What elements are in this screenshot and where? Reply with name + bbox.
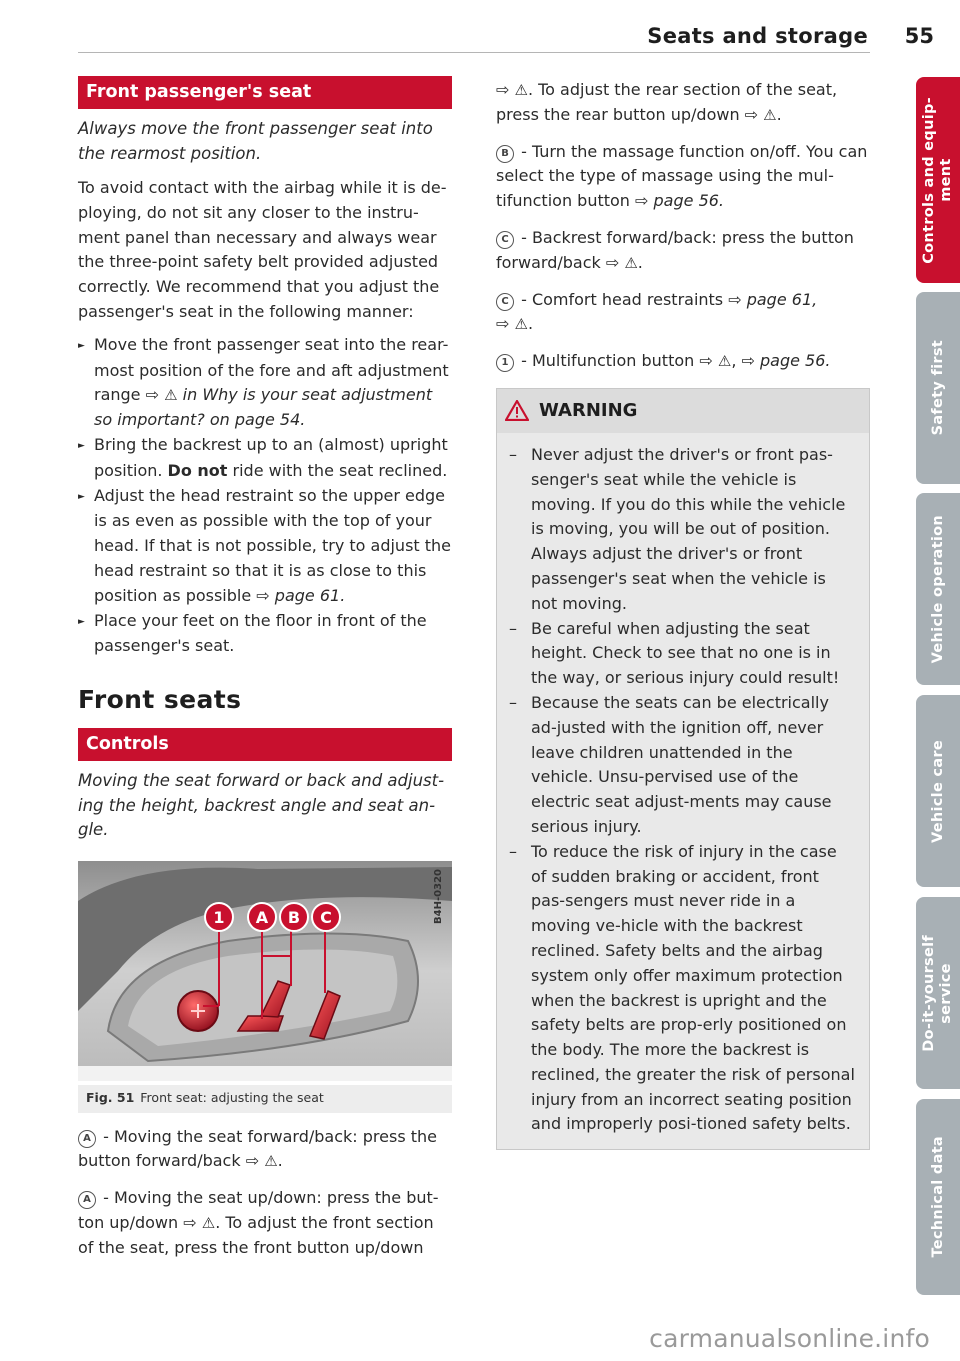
warning-header [497, 389, 869, 433]
figure-seat-controls [78, 861, 452, 1081]
label-a-icon: A [78, 1191, 96, 1209]
intro-controls: Moving the seat forward or back and adjust-ing the height, backrest angle and seat an-gle. [78, 771, 445, 840]
warning-triangle-icon [505, 400, 529, 421]
seat-controls-illustration [78, 861, 452, 1081]
warning-item: – Because the seats can be electrically ad-justed with the ignition off, never leave children unattended in the vehicle. Unsu-pervised use of the electric seat adjust-ments may cause serious injury. [509, 691, 857, 840]
tab-technical-data[interactable]: Technical data [916, 1099, 960, 1295]
warning-box [496, 388, 870, 1150]
left-column [78, 76, 452, 1261]
section-title-front-seats: Front seats [78, 685, 242, 715]
warning-item: – Be careful when adjusting the seat height. Check to see that no one is in the way, or serious injury could result! [509, 617, 857, 691]
callout-1 [205, 903, 233, 931]
tab-vehicle-care[interactable]: Vehicle care [916, 695, 960, 887]
label-a-icon: A [78, 1130, 96, 1148]
item-a-forward-back: A - Moving the seat forward/back: press the button forward/back ⇨ ⚠. [78, 1126, 437, 1171]
callout-b [280, 903, 308, 931]
warning-triangle-icon: ⚠ [717, 352, 732, 371]
svg-text:C: C [320, 907, 332, 927]
item-b-massage: B - Turn the massage function on/off. You can select the type of massage using the mul-tifunction button ⇨ page 56. [496, 141, 868, 211]
item-c-backrest: C - Backrest forward/back: press the button forward/back ⇨ ⚠. [496, 227, 854, 272]
section-heading-passenger: Front passenger's seat [78, 76, 452, 109]
warning-item: – To reduce the risk of injury in the case of sudden braking or accident, front pas-sengers must never ride in a moving ve-hicle with the backrest reclined. Safety belts and the airbag system only offer maximum protection when the backrest is upright and the safety belts are prop-erly positioned on the body. The more the backrest is reclined, the greater the risk of personal injury from an incorrect seating position and improperly posi-tioned safety belts. [509, 840, 857, 1138]
callout-a [248, 903, 276, 931]
warning-triangle-icon: ⚠ [514, 81, 528, 99]
tab-safety[interactable]: Safety first [916, 292, 960, 484]
bullet-rearmost: ► Move the front passenger seat into the rear-most position of the fore and aft adjustment range ⇨ ⚠ in Why is your seat adjustment so important? on page 54. [78, 333, 452, 433]
figure-code: B4H-0320 [433, 868, 444, 924]
bullet-backrest: ► Bring the backrest up to an (almost) upright position. Do not ride with the seat reclined. [78, 433, 452, 484]
para-airbag: To avoid contact with the airbag while it is de-ploying, do not sit any closer to the instru-ment panel than necessary and always wear the three-point safety belt provided adjusted correctly. We recommend that you adjust the passenger's seat in the following manner: [78, 178, 447, 321]
tab-controls[interactable]: Controls and equip- ment [916, 77, 960, 283]
section-heading-controls: Controls [78, 728, 452, 761]
bullet-feet: ► Place your feet on the floor in front of the passenger's seat. [78, 609, 452, 660]
running-head: Seats and storage [647, 24, 868, 48]
item-a-continued: ⇨ ⚠. To adjust the rear section of the seat, press the rear button up/down ⇨ ⚠. [496, 80, 838, 124]
warning-item: – Never adjust the driver's or front pas-senger's seat while the vehicle is moving. If you do this while the vehicle is moving, you will be out of position. Always adjust the driver's or front passenger's seat when the vehicle is not moving. [509, 443, 857, 617]
item-a-up-down: A - Moving the seat up/down: press the but-ton up/down ⇨ ⚠. To adjust the front section of the seat, press the front button up/down [78, 1188, 439, 1257]
page-number: 55 [904, 24, 934, 48]
header-rule [78, 52, 870, 53]
item-1-multifunction: 1 - Multifunction button ⇨ ⚠, ⇨ page 56. [496, 349, 870, 374]
warning-title: WARNING [539, 400, 638, 422]
warning-triangle-icon: ⚠ [624, 253, 638, 272]
tab-diy-service[interactable]: Do-it-yourself service [916, 897, 960, 1089]
label-c-icon: C [496, 231, 514, 249]
warning-triangle-icon: ⚠ [514, 315, 528, 334]
svg-text:A: A [255, 907, 269, 927]
item-c-head-restraints: C - Comfort head restraints ⇨ page 61, ⇨ ⚠. [496, 289, 818, 334]
svg-text:B: B [287, 907, 301, 927]
watermark: carmanualsonline.info [649, 1324, 930, 1353]
warning-triangle-icon: ⚠ [164, 386, 178, 405]
warning-body [497, 433, 869, 1149]
label-c-icon: C [496, 293, 514, 311]
warning-triangle-icon: ⚠ [264, 1152, 278, 1171]
svg-text:1: 1 [213, 907, 225, 927]
callout-c [312, 903, 340, 931]
intro-passenger: Always move the front passenger seat into the rearmost position. [78, 119, 433, 163]
bullet-head-restraint: ► Adjust the head restraint so the upper edge is as even as possible with the top of your head. If that is not possible, try to adjust the head restraint so that it is as close to this position as possible ⇨ page 61. [78, 484, 452, 609]
tab-vehicle-operation[interactable]: Vehicle operation [916, 493, 960, 685]
warning-triangle-icon: ⚠ [201, 1214, 216, 1233]
label-b-icon: B [496, 145, 514, 163]
warning-triangle-icon: ⚠ [763, 105, 777, 124]
figure-caption: Fig. 51 Front seat: adjusting the seat [78, 1085, 452, 1113]
right-column [496, 78, 870, 1150]
label-1-icon: 1 [496, 354, 514, 372]
